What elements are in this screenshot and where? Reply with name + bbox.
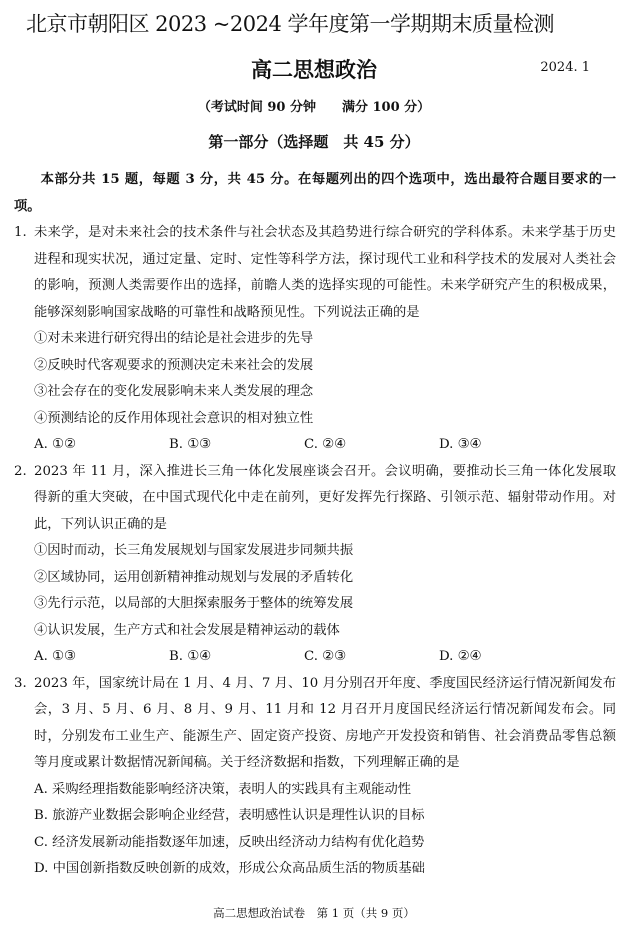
question-number: 1. (14, 225, 27, 240)
choice-d: D. ②④ (439, 649, 482, 664)
question-1 (14, 220, 616, 326)
statement: ①因时而动，长三角发展规划与国家发展进步同频共振 (34, 543, 354, 558)
choice-d: D. ③④ (439, 437, 482, 452)
page-footer: 高二思想政治试卷 第 1 页（共 9 页） (213, 906, 415, 920)
question-stem: 未来学，是对未来社会的技术条件与社会状态及其趋势进行综合研究的学科体系。未来学基于历史进程和现实状况，通过定量、定时、定性等科学方法，探讨现代工业和科学技术的发展对人类社会的影响，预测人类需要作出的选择，前瞻人类的选择实现的可能性。未来学研究产生的积极成果，能够深刻影响国家战略的可靠性和战略预见性。下列说法正确的是 (34, 225, 616, 320)
statement: ③先行示范，以局部的大胆探索服务于整体的统筹发展 (34, 596, 354, 611)
statement: ②区域协同，运用创新精神推动规划与发展的矛盾转化 (34, 569, 354, 585)
option-c: C. 经济发展新动能指数逐年加速，反映出经济动力结构有优化趋势 (34, 834, 425, 850)
question-stem: 2023 年 11 月，深入推进长三角一体化发展座谈会召开。会议明确，要推动长三角一体化发展取得新的重大突破，在中国式现代化中走在前列，更好发挥先行探路、引领示范、辐射带动作用。对此，下列认识正确的是 (34, 463, 616, 532)
option-b: B. 旅游产业数据会影响企业经营，表明感性认识是理性认识的目标 (34, 808, 425, 823)
statement: ④预测结论的反作用体现社会意识的相对独立性 (34, 410, 314, 426)
part-instructions: 本部分共 15 题，每题 3 分，共 45 分。在每题列出的四个选项中，选出最符合题目要求的一项。 (14, 172, 616, 214)
choice-b: B. ①④ (169, 649, 212, 664)
choice-a: A. ①② (34, 437, 76, 452)
answer-choices (14, 432, 616, 459)
statement: ④认识发展，生产方式和社会发展是精神运动的载体 (34, 622, 340, 638)
question-stem: 2023 年，国家统计局在 1 月、4 月、7 月、10 月分别召开年度、季度国民经济运行情况新闻发布会，3 月、5 月、6 月、8 月、9 月、11 月和 12 月召开月度国民经济运行情况新闻发布会。同时，分别发布工业生产、能源生产、固定资产投资、房地产开发投资和销售、社会消费品零售总额等月度或累计数据情况新闻稿。关于经济数据和指数，下列理解正确的是 (34, 675, 616, 770)
question-list (14, 167, 616, 883)
subject-title: 高二思想政治 (251, 57, 377, 82)
statement: ①对未来进行研究得出的结论是社会进步的先导 (34, 331, 314, 346)
choice-c: C. ②③ (304, 649, 346, 664)
option-d: D. 中国创新指数反映创新的成效，形成公众高品质生活的物质基础 (34, 861, 425, 876)
statement: ③社会存在的变化发展影响未来人类发展的理念 (34, 384, 314, 399)
choice-c: C. ②④ (304, 437, 346, 452)
question-2 (14, 459, 616, 539)
exam-header-title: 北京市朝阳区 2023 ~2024 学年度第一学期期末质量检测 (26, 12, 555, 36)
question-number: 2. (14, 463, 27, 479)
exam-date: 2024. 1 (540, 60, 590, 75)
part-title: 第一部分（选择题 共 45 分） (208, 133, 420, 151)
statement: ②反映时代客观要求的预测决定未来社会的发展 (34, 357, 314, 373)
choice-b: B. ①③ (169, 437, 212, 452)
question-number: 3. (14, 675, 27, 691)
choice-a: A. ①③ (34, 649, 76, 664)
answer-choices (14, 644, 616, 671)
option-a: A. 采购经理指数能影响经济决策，表明人的实践具有主观能动性 (34, 781, 412, 797)
question-3 (14, 671, 616, 777)
exam-info: （考试时间 90 分钟 满分 100 分） (197, 100, 431, 115)
